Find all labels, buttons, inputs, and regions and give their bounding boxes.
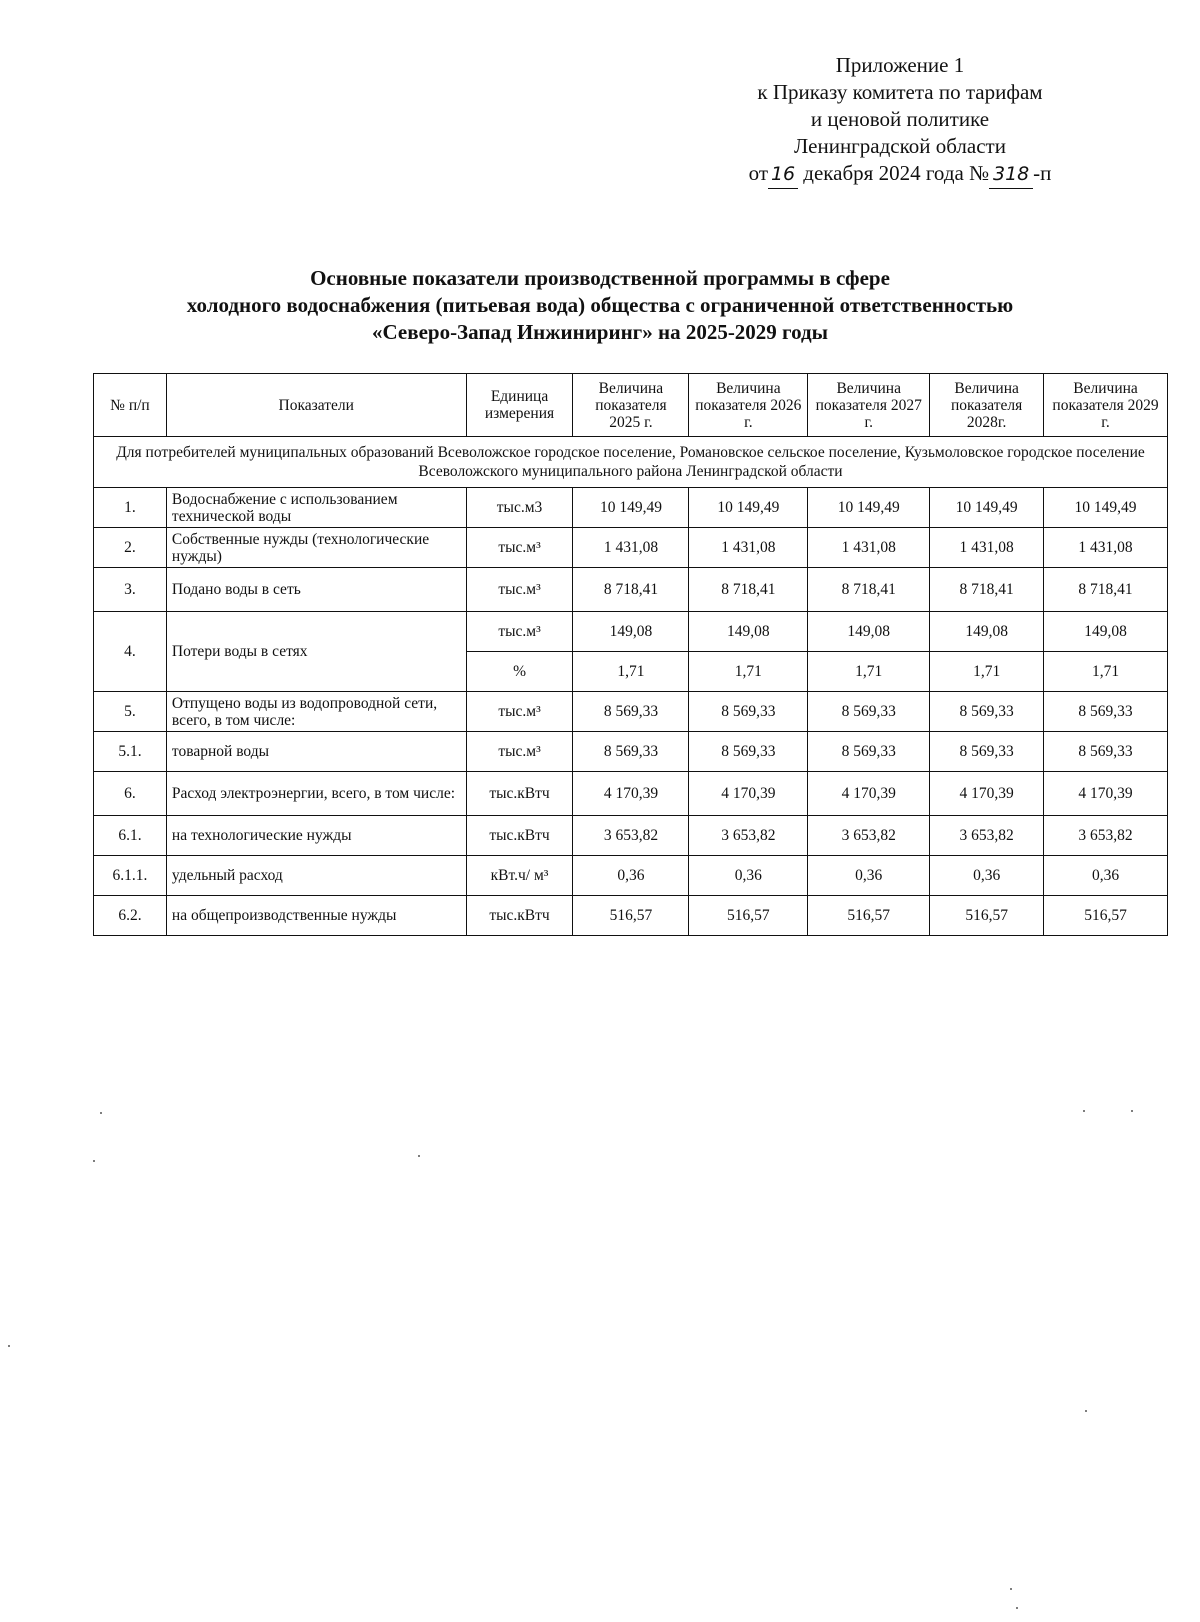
row-num: 6.2. <box>94 896 167 936</box>
date-prefix: от <box>748 161 769 185</box>
header-2027: Величина показателя 2027 г. <box>808 374 930 437</box>
table-row <box>94 772 1168 816</box>
indicators-table <box>93 373 1168 936</box>
value-2026: 8 718,41 <box>689 568 808 612</box>
date-suffix: -п <box>1033 161 1052 185</box>
header-2029: Величина показателя 2029 г. <box>1044 374 1168 437</box>
row-indicator: на технологические нужды <box>166 816 466 856</box>
value-2029: 4 170,39 <box>1044 772 1168 816</box>
scan-speck <box>1083 1110 1085 1112</box>
header-2026: Величина показателя 2026 г. <box>689 374 808 437</box>
value-2028: 4 170,39 <box>930 772 1044 816</box>
value-2025: 4 170,39 <box>573 772 689 816</box>
row-num: 3. <box>94 568 167 612</box>
value-2025: 1,71 <box>573 652 689 692</box>
value-2029: 3 653,82 <box>1044 816 1168 856</box>
handwritten-order-number: 318 <box>989 161 1033 189</box>
row-num: 5. <box>94 692 167 732</box>
value-2029: 10 149,49 <box>1044 488 1168 528</box>
value-2027: 149,08 <box>808 612 930 652</box>
scan-speck <box>1085 1410 1087 1412</box>
value-2026: 149,08 <box>689 612 808 652</box>
scan-speck <box>8 1345 10 1347</box>
value-2028: 8 569,33 <box>930 692 1044 732</box>
row-indicator: Водоснабжение с использованием технической воды <box>166 488 466 528</box>
header-num: № п/п <box>94 374 167 437</box>
row-indicator: Отпущено воды из водопроводной сети, всего, в том числе: <box>166 692 466 732</box>
row-num: 2. <box>94 528 167 568</box>
value-2029: 1 431,08 <box>1044 528 1168 568</box>
table-row <box>94 612 1168 652</box>
order-date-line <box>700 160 1100 189</box>
row-unit: тыс.м³ <box>466 528 573 568</box>
value-2027: 1,71 <box>808 652 930 692</box>
value-2026: 1 431,08 <box>689 528 808 568</box>
appendix-number: Приложение 1 <box>835 53 965 77</box>
value-2029: 8 718,41 <box>1044 568 1168 612</box>
row-unit: кВт.ч/ м³ <box>466 856 573 896</box>
row-indicator: Собственные нужды (технологические нужды) <box>166 528 466 568</box>
consumers-subheader: Для потребителей муниципальных образований Всеволожское городское поселение, Романовское сельское поселение, Кузьмоловское городское поселение Всеволожского муниципального района Ленинградской области <box>94 437 1168 488</box>
scan-speck <box>1131 1110 1133 1112</box>
committee-line: и ценовой политике <box>810 107 990 131</box>
value-2028: 1,71 <box>930 652 1044 692</box>
value-2028: 149,08 <box>930 612 1044 652</box>
document-title <box>100 265 1100 346</box>
row-indicator: удельный расход <box>166 856 466 896</box>
title-line-2: холодного водоснабжения (питьевая вода) общества с ограниченной ответственностью <box>186 293 1014 317</box>
row-unit: тыс.м³ <box>466 568 573 612</box>
value-2025: 516,57 <box>573 896 689 936</box>
row-unit: тыс.м³ <box>466 612 573 652</box>
scan-speck <box>418 1155 420 1157</box>
value-2029: 149,08 <box>1044 612 1168 652</box>
value-2027: 8 569,33 <box>808 692 930 732</box>
scan-speck <box>93 1160 95 1162</box>
row-num: 6.1.1. <box>94 856 167 896</box>
value-2025: 149,08 <box>573 612 689 652</box>
value-2025: 8 569,33 <box>573 732 689 772</box>
value-2028: 3 653,82 <box>930 816 1044 856</box>
value-2026: 10 149,49 <box>689 488 808 528</box>
row-indicator: Потери воды в сетях <box>166 612 466 692</box>
row-unit: % <box>466 652 573 692</box>
value-2025: 8 569,33 <box>573 692 689 732</box>
header-unit: Единица измерения <box>466 374 573 437</box>
subheader-row <box>94 437 1168 488</box>
handwritten-day: 16 <box>768 161 798 189</box>
row-unit: тыс.кВтч <box>466 816 573 856</box>
value-2026: 3 653,82 <box>689 816 808 856</box>
row-indicator: на общепроизводственные нужды <box>166 896 466 936</box>
value-2029: 8 569,33 <box>1044 732 1168 772</box>
value-2029: 0,36 <box>1044 856 1168 896</box>
value-2027: 10 149,49 <box>808 488 930 528</box>
title-line-1: Основные показатели производственной программы в сфере <box>310 266 890 290</box>
value-2027: 0,36 <box>808 856 930 896</box>
value-2025: 8 718,41 <box>573 568 689 612</box>
value-2027: 1 431,08 <box>808 528 930 568</box>
value-2028: 8 569,33 <box>930 732 1044 772</box>
value-2029: 516,57 <box>1044 896 1168 936</box>
value-2025: 3 653,82 <box>573 816 689 856</box>
value-2026: 516,57 <box>689 896 808 936</box>
header-indicator: Показатели <box>166 374 466 437</box>
table-row <box>94 732 1168 772</box>
header-2028: Величина показателя 2028г. <box>930 374 1044 437</box>
appendix-header <box>700 52 1100 189</box>
title-line-3: «Северо-Запад Инжиниринг» на 2025-2029 годы <box>371 320 828 344</box>
row-num: 6.1. <box>94 816 167 856</box>
value-2027: 516,57 <box>808 896 930 936</box>
row-unit: тыс.м³ <box>466 692 573 732</box>
row-num: 6. <box>94 772 167 816</box>
value-2027: 8 718,41 <box>808 568 930 612</box>
scan-speck <box>1016 1607 1018 1609</box>
value-2028: 1 431,08 <box>930 528 1044 568</box>
table-row <box>94 488 1168 528</box>
value-2027: 3 653,82 <box>808 816 930 856</box>
row-unit: тыс.м³ <box>466 732 573 772</box>
value-2027: 8 569,33 <box>808 732 930 772</box>
table-row <box>94 692 1168 732</box>
value-2028: 10 149,49 <box>930 488 1044 528</box>
value-2028: 8 718,41 <box>930 568 1044 612</box>
value-2027: 4 170,39 <box>808 772 930 816</box>
table-row <box>94 856 1168 896</box>
row-unit: тыс.м3 <box>466 488 573 528</box>
table-row <box>94 896 1168 936</box>
table-row <box>94 568 1168 612</box>
row-indicator: товарной воды <box>166 732 466 772</box>
value-2029: 8 569,33 <box>1044 692 1168 732</box>
region-line: Ленинградской области <box>794 134 1006 158</box>
value-2026: 8 569,33 <box>689 692 808 732</box>
value-2025: 1 431,08 <box>573 528 689 568</box>
row-indicator: Расход электроэнергии, всего, в том числе: <box>166 772 466 816</box>
scan-speck <box>100 1112 102 1114</box>
scan-speck <box>1010 1588 1012 1590</box>
row-num: 4. <box>94 612 167 692</box>
value-2026: 8 569,33 <box>689 732 808 772</box>
order-reference: к Приказу комитета по тарифам <box>757 80 1043 104</box>
value-2029: 1,71 <box>1044 652 1168 692</box>
value-2026: 0,36 <box>689 856 808 896</box>
value-2028: 516,57 <box>930 896 1044 936</box>
value-2026: 4 170,39 <box>689 772 808 816</box>
table-row <box>94 528 1168 568</box>
row-num: 5.1. <box>94 732 167 772</box>
row-num: 1. <box>94 488 167 528</box>
table-header-row <box>94 374 1168 437</box>
row-unit: тыс.кВтч <box>466 772 573 816</box>
value-2028: 0,36 <box>930 856 1044 896</box>
value-2025: 0,36 <box>573 856 689 896</box>
row-unit: тыс.кВтч <box>466 896 573 936</box>
header-2025: Величина показателя 2025 г. <box>573 374 689 437</box>
value-2025: 10 149,49 <box>573 488 689 528</box>
date-middle: декабря 2024 года № <box>803 161 990 185</box>
value-2026: 1,71 <box>689 652 808 692</box>
row-indicator: Подано воды в сеть <box>166 568 466 612</box>
table-row <box>94 816 1168 856</box>
